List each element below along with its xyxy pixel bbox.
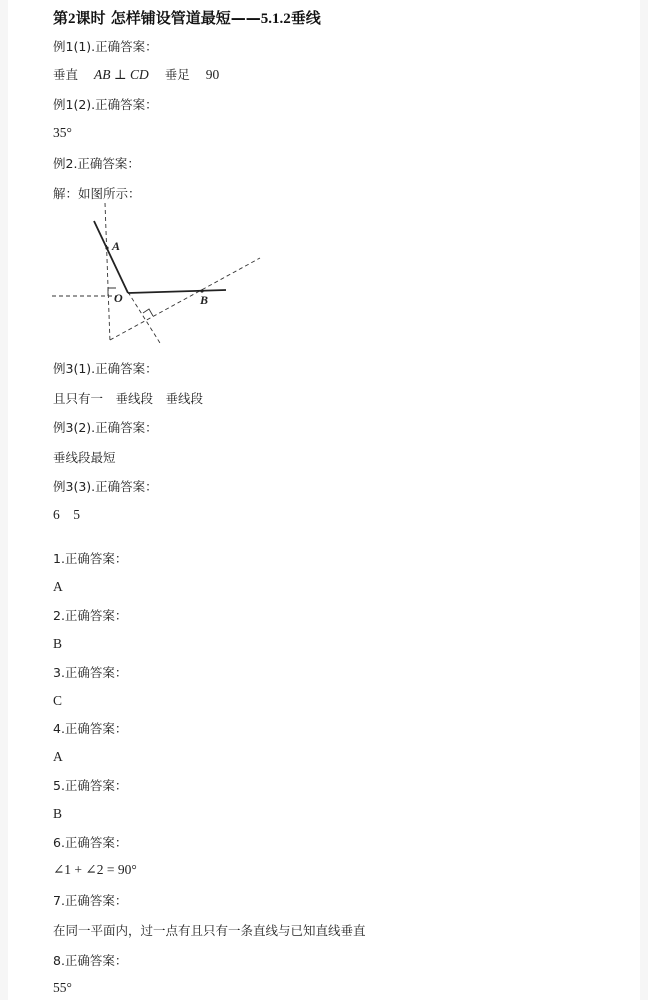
answer-part: 垂足 <box>164 67 190 82</box>
answer-label-q7: 7.正确答案： <box>53 893 128 908</box>
answer-q2: B <box>53 636 63 651</box>
answer-label-q3: 3.正确答案： <box>53 665 128 680</box>
answer-label-q1: 1.正确答案： <box>53 551 128 566</box>
answer-ex3-3: 6 5 <box>53 507 80 522</box>
page-title <box>53 7 640 29</box>
answer-label-q6: 6.正确答案： <box>53 835 128 850</box>
title-lesson-number: 2 <box>68 11 76 27</box>
answer-q3: C <box>53 693 63 708</box>
answer-label-q4: 4.正确答案： <box>53 721 128 736</box>
right-angle-mark-foot <box>143 309 153 316</box>
answer-q5: B <box>53 806 63 821</box>
segment-ob <box>128 290 226 293</box>
answer-label-ex1-1: 例1(1).正确答案： <box>53 39 158 54</box>
title-text: 课时 怎样铺设管道最短—— <box>75 9 261 27</box>
segment-ao <box>94 221 128 293</box>
label-b: B <box>200 293 209 307</box>
answer-label-ex3-1: 例3(1).正确答案： <box>53 361 158 376</box>
label-o: O <box>114 291 123 305</box>
answer-q7: 在同一平面内，过一点有且只有一条直线与已知直线垂直 <box>53 923 366 938</box>
answer-label-q5: 5.正确答案： <box>53 778 128 793</box>
geometry-figure <box>50 200 265 350</box>
answer-ex3-1: 且只有一 垂线段 垂线段 <box>53 391 204 406</box>
answer-label-ex1-2: 例1(2).正确答案： <box>53 97 158 112</box>
solution-label-ex2: 解：如图所示： <box>53 186 141 201</box>
answer-label-q2: 2.正确答案： <box>53 608 128 623</box>
answer-q8: 55° <box>53 980 72 995</box>
answer-part: 垂直 <box>53 67 79 82</box>
answer-label-q8: 8.正确答案： <box>53 953 128 968</box>
title-section-number: 5.1.2 <box>260 11 291 27</box>
answer-q4: A <box>53 749 63 764</box>
title-prefix: 第 <box>53 9 69 27</box>
answer-label-ex2: 例2.正确答案： <box>53 156 140 171</box>
dashed-line-vertical <box>105 203 110 342</box>
answer-ex1-2: 35° <box>53 125 72 140</box>
answer-ex1-1 <box>53 67 219 83</box>
answer-label-ex3-3: 例3(3).正确答案： <box>53 479 158 494</box>
answer-part-math: AB ⊥ CD <box>94 67 149 82</box>
answer-q1: A <box>53 579 63 594</box>
point-a <box>105 246 108 249</box>
answer-ex3-2: 垂线段最短 <box>53 450 116 465</box>
answer-label-ex3-2: 例3(2).正确答案： <box>53 420 158 435</box>
label-a: A <box>112 239 121 253</box>
title-tail: 垂线 <box>290 9 321 27</box>
dashed-perpendicular <box>128 292 160 343</box>
answer-q6: ∠1 + ∠2 = 90° <box>53 862 137 877</box>
answer-part-number: 90 <box>205 67 220 82</box>
